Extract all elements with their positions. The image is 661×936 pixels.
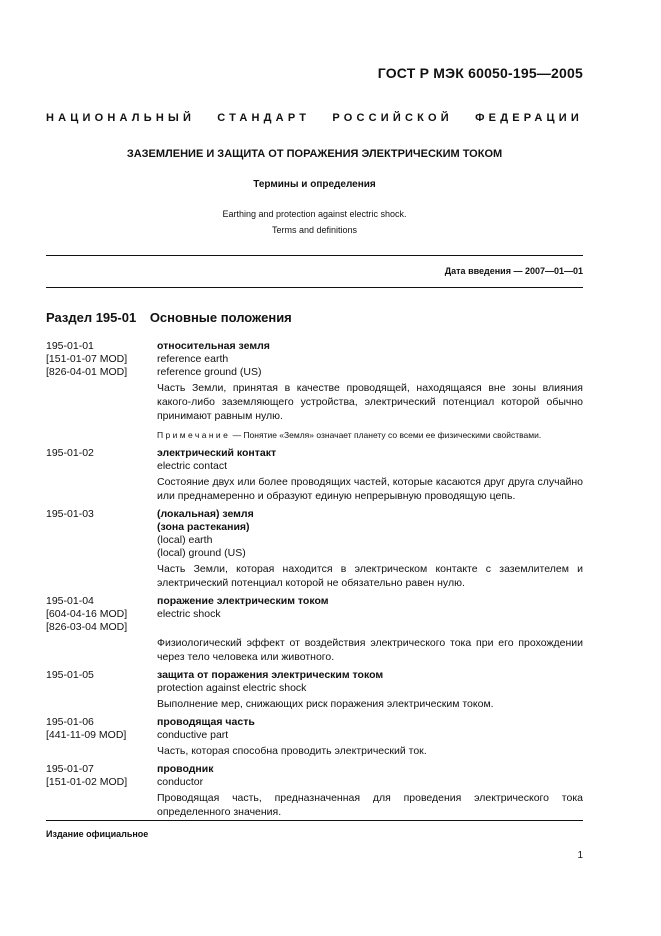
entry-code: [151-01-07 MOD] (46, 353, 128, 365)
term-en: (local) ground (US) (157, 547, 246, 559)
national-standard-word: ФЕДЕРАЦИИ (475, 112, 583, 124)
term-ru: поражение электрическим током (157, 595, 329, 607)
edition-label: Издание официальное (46, 829, 149, 839)
definition: Физиологический эффект от воздействия электрического тока при его прохождении через тело человека или животного. (157, 637, 583, 663)
entry-codes (46, 340, 157, 442)
term-entries (46, 340, 583, 824)
entry-code: [604-04-16 MOD] (46, 608, 128, 620)
term-en: electric contact (157, 460, 228, 472)
national-standard-word: НАЦИОНАЛЬНЫЙ (46, 112, 196, 124)
entry-code: [151-01-02 MOD] (46, 776, 128, 788)
entry-code: 195-01-02 (46, 447, 94, 459)
term-ru: защита от поражения электрическим током (157, 669, 384, 681)
effective-date: Дата введения — 2007—01—01 (444, 266, 583, 276)
entry-codes (46, 595, 157, 664)
term-ru: проводящая часть (157, 716, 255, 728)
entry-body (157, 447, 583, 503)
document-title-ru: ЗАЗЕМЛЕНИЕ И ЗАЩИТА ОТ ПОРАЖЕНИЯ ЭЛЕКТРИЧЕСКИМ ТОКОМ (126, 148, 503, 160)
entry-body (157, 340, 583, 442)
term-ru: (локальная) земля (157, 508, 254, 520)
term-ru: электрический контакт (157, 447, 277, 459)
footer-divider (46, 820, 583, 821)
entry-code: 195-01-01 (46, 340, 94, 352)
definition: Часть Земли, принятая в качестве проводящей, находящаяся вне зоны влияния какого-либо заземляющего устройства, электрический потенциал которой обычно принимают равным нулю. (157, 382, 583, 422)
entry-body (157, 669, 583, 711)
entry-code: 195-01-03 (46, 508, 94, 520)
entry-body (157, 595, 583, 664)
note-label: Примечание (157, 430, 231, 440)
term-entry (46, 669, 583, 711)
term-en: conductive part (157, 729, 229, 741)
entry-code: 195-01-06 (46, 716, 94, 728)
term-ru: относительная земля (157, 340, 270, 352)
term-ru: проводник (157, 763, 214, 775)
definition: Часть, которая способна проводить электрический ток. (157, 745, 427, 757)
term-entry (46, 508, 583, 590)
entry-codes (46, 508, 157, 590)
date-divider (46, 287, 583, 288)
term-entry (46, 447, 583, 503)
term-en: electric shock (157, 608, 221, 620)
entry-codes (46, 669, 157, 711)
national-standard-word: СТАНДАРТ (217, 112, 311, 124)
definition: Проводящая часть, предназначенная для проведения электрического тока определенного значения. (157, 792, 583, 818)
definition: Состояние двух или более проводящих частей, которые касаются друг друга случайно или преднамеренно и образуют единую непрерывную проводящую цепь. (157, 476, 583, 502)
entry-body (157, 716, 583, 758)
national-standard-heading (46, 112, 583, 124)
entry-codes (46, 716, 157, 758)
top-divider (46, 255, 583, 256)
entry-code: 195-01-07 (46, 763, 94, 775)
document-title-en (46, 206, 583, 238)
term-en: reference ground (US) (157, 366, 262, 378)
document-subtitle-ru: Термины и определения (253, 179, 376, 190)
note (157, 429, 583, 442)
term-en: conductor (157, 776, 204, 788)
title-en-line: Earthing and protection against electric shock. (222, 209, 407, 219)
entry-body (157, 763, 583, 819)
entry-code: [826-04-01 MOD] (46, 366, 128, 378)
term-entry (46, 340, 583, 442)
definition: Выполнение мер, снижающих риск поражения электрическим током. (157, 698, 494, 710)
section-heading (46, 310, 292, 325)
entry-code: [826-03-04 MOD] (46, 621, 128, 633)
entry-codes (46, 447, 157, 503)
term-en: protection against electric shock (157, 682, 307, 694)
term-ru: (зона растекания) (157, 521, 250, 533)
term-entry (46, 763, 583, 819)
term-entry (46, 716, 583, 758)
entry-code: 195-01-04 (46, 595, 94, 607)
section-title: Основные положения (149, 310, 292, 325)
entry-code: 195-01-05 (46, 669, 94, 681)
entry-body (157, 508, 583, 590)
term-en: (local) earth (157, 534, 213, 546)
term-en: reference earth (157, 353, 229, 365)
entry-code: [441-11-09 MOD] (46, 729, 127, 741)
subtitle-en-line: Terms and definitions (271, 225, 358, 235)
term-entry (46, 595, 583, 664)
standard-code: ГОСТ Р МЭК 60050-195—2005 (377, 65, 583, 81)
page-number: 1 (577, 850, 583, 861)
national-standard-word: РОССИЙСКОЙ (332, 112, 453, 124)
entry-codes (46, 763, 157, 819)
definition: Часть Земли, которая находится в электрическом контакте с заземлителем и электрический потенциал которой не обязательно равен нулю. (157, 563, 583, 589)
note-text: — Понятие «Земля» означает планету со всеми ее физическими свойствами. (230, 430, 542, 440)
spacer (157, 621, 583, 634)
section-number: Раздел 195-01 (46, 310, 137, 325)
